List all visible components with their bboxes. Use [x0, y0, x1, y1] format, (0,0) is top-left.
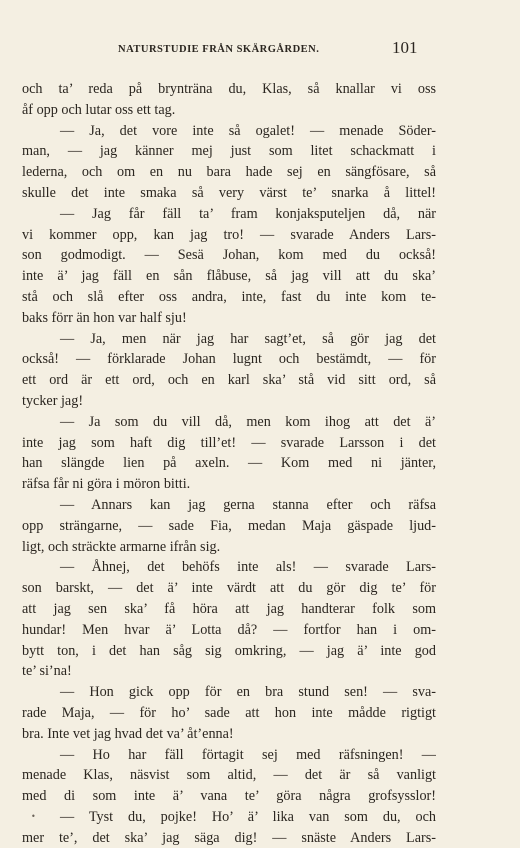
- text-line: bytt ton, i det han såg sig omkring, — jag ä’ inte god: [22, 642, 436, 659]
- text-line: lederna, och om en nu bara hade sej en sängfösare, så: [22, 164, 436, 181]
- text-line: — Ho har fäll förtagit sej med räfsningen! —: [60, 746, 436, 763]
- text-line: — Ja, det vore inte så ogalet! — menade Söder-: [60, 122, 436, 139]
- text-line: man, — jag känner mej just som litet schackmatt i: [22, 143, 436, 160]
- running-head: [0, 40, 520, 62]
- running-title: NATURSTUDIE FRÅN SKÄRGÅRDEN.: [118, 44, 320, 55]
- text-line: ligt, och sträckte armarne ifrån sig.: [22, 538, 221, 555]
- text-line: — Jag får fäll ta’ fram konjaksputeljen då, när: [60, 205, 436, 222]
- text-line: räfsa får ni göra i möron bitti.: [22, 476, 191, 493]
- text-line: opp strängarne, — sade Fia, medan Maja gäspade ljud-: [22, 517, 436, 534]
- text-line: också! — förklarade Johan lugnt och bestämdt, — för: [22, 351, 436, 368]
- stray-ink-mark: •: [31, 812, 36, 821]
- text-line: rade Maja, — för ho’ sade att hon inte mådde rigtigt: [22, 704, 436, 721]
- text-line: baks förr än hon var half sju!: [22, 309, 187, 326]
- text-line: skulle det inte smaka så very värst te’ snarka å littel!: [22, 184, 436, 201]
- text-line: — Åhnej, det behöfs inte als! — svarade Lars-: [60, 559, 436, 576]
- text-line: — Tyst du, pojke! Ho’ ä’ lika van som du, och: [60, 808, 436, 825]
- text-line: — Hon gick opp för en bra stund sen! — sva-: [60, 684, 436, 701]
- page-number: 101: [392, 38, 418, 57]
- text-line: — Annars kan jag gerna stanna efter och räfsa: [60, 496, 436, 513]
- text-line: ett ord är ett ord, och en karl ska’ stå vid sitt ord, så: [22, 372, 436, 389]
- body-text: [22, 79, 436, 848]
- text-line: — Ja som du vill då, men kom ihog att det ä’: [60, 413, 436, 430]
- text-line: med di som inte ä’ vana te’ göra några grofsysslor!: [22, 788, 436, 805]
- text-line: och ta’ reda på brynträna du, Klas, så knallar vi oss: [22, 81, 436, 97]
- text-line: åf opp och lutar oss ett tag.: [22, 101, 176, 118]
- text-line: mer te’, det ska’ jag säga dig! — snäste Anders Lars-: [22, 829, 436, 846]
- text-line: vi kommer opp, kan jag tro! — svarade Anders Lars-: [22, 226, 436, 243]
- text-line: menade Klas, näsvist som altid, — det är så vanligt: [22, 767, 436, 784]
- text-line: stå och slå efter oss andra, inte, fast du inte kom te-: [22, 288, 436, 305]
- text-line: son barskt, — det ä’ inte värdt att du gör dig te’ för: [22, 580, 436, 597]
- text-line: inte jag som haft dig till’et! — svarade Larsson i det: [22, 434, 436, 451]
- text-line: inte ä’ jag fäll en sån flåbuse, så jag vill att du ska’: [22, 268, 436, 285]
- text-line: hundar! Men hvar ä’ Lotta då? — fortfor han i om-: [22, 621, 436, 638]
- text-line: tycker jag!: [22, 392, 84, 409]
- text-line: bra. Inte vet jag hvad det va’ åt’enna!: [22, 725, 234, 742]
- text-line: — Ja, men när jag har sagt’et, så gör jag det: [60, 330, 436, 347]
- text-line: son godmodigt. — Sesä Johan, kom med du också!: [22, 247, 436, 264]
- text-line: han slängde lien på axeln. — Kom med ni jänter,: [22, 455, 436, 472]
- text-line: att jag sen ska’ få höra att jag handterar folk som: [22, 600, 436, 617]
- text-line: te’ si’na!: [22, 663, 72, 680]
